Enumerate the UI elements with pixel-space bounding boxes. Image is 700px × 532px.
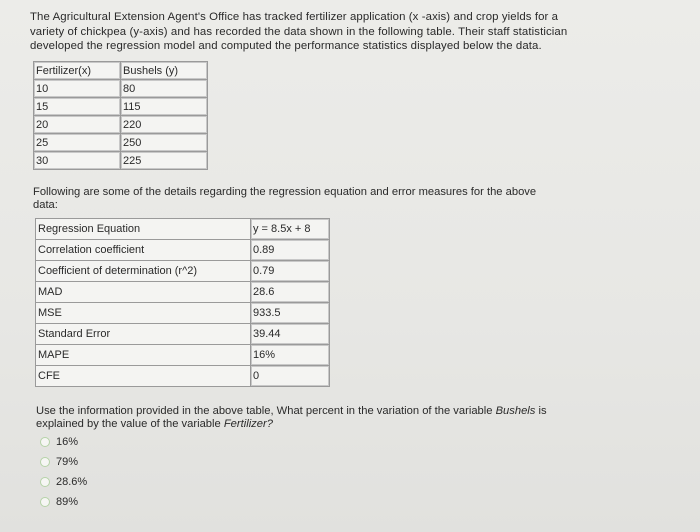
- metric-label: Correlation coefficient: [36, 240, 251, 261]
- question-text-part: explained by the value of the variable: [36, 418, 224, 430]
- table-row: [36, 324, 330, 345]
- question-line: [36, 405, 576, 418]
- answer-option[interactable]: [40, 432, 87, 452]
- question-text-part: is: [535, 405, 547, 417]
- details-line: data:: [33, 199, 58, 211]
- table-row: [36, 261, 330, 282]
- metric-value: 28.6: [251, 282, 330, 303]
- metric-label: MAD: [36, 282, 251, 303]
- table-header-row: [34, 62, 208, 80]
- fertilizer-cell: 25: [34, 134, 121, 152]
- question-text-part: Use the information provided in the above table, What percent in the variation of the variable: [36, 405, 496, 417]
- answer-option-label: 79%: [56, 456, 79, 468]
- answer-options: [40, 432, 87, 512]
- radio-button[interactable]: [40, 497, 50, 507]
- intro-line: The Agricultural Extension Agent's Office has tracked fertilizer application (x -axis) and crop yields for a: [30, 11, 559, 23]
- radio-button[interactable]: [40, 437, 50, 447]
- intro-line: variety of chickpea (y-axis) and has recorded the data shown in the following table. Their staff statistician: [30, 25, 568, 38]
- bushels-cell: 80: [121, 80, 208, 98]
- radio-button[interactable]: [40, 477, 50, 487]
- variable-fertilizer: Fertilizer?: [223, 418, 273, 430]
- bushels-cell: 115: [121, 98, 208, 116]
- table-row: [34, 134, 208, 152]
- metric-value: 933.5: [251, 303, 330, 324]
- metric-value: 16%: [251, 345, 330, 366]
- answer-option-label: 16%: [56, 436, 79, 448]
- header-fertilizer: Fertilizer(x): [34, 62, 121, 80]
- answer-option-label: 28.6%: [56, 476, 88, 488]
- answer-option-label: 89%: [56, 496, 79, 508]
- metric-value: y = 8.5x + 8: [251, 219, 330, 240]
- table-row: [34, 116, 208, 134]
- answer-option[interactable]: [40, 472, 87, 492]
- table-row: [34, 98, 208, 116]
- fertilizer-cell: 30: [34, 152, 121, 170]
- table-row: [36, 345, 330, 366]
- fertilizer-cell: 10: [34, 80, 121, 98]
- problem-intro: [30, 10, 590, 54]
- metric-label: Coefficient of determination (r^2): [36, 261, 251, 282]
- bushels-cell: 220: [121, 116, 208, 134]
- radio-button[interactable]: [40, 457, 50, 467]
- variable-bushels: Bushels: [495, 405, 536, 417]
- details-intro: [33, 186, 573, 212]
- header-bushels: Bushels (y): [121, 62, 208, 80]
- table-row: [34, 80, 208, 98]
- fertilizer-cell: 15: [34, 98, 121, 116]
- table-row: [36, 219, 330, 240]
- question-line: [36, 418, 576, 431]
- fertilizer-cell: 20: [34, 116, 121, 134]
- metric-label: CFE: [36, 366, 251, 387]
- table-row: [36, 366, 330, 387]
- bushels-cell: 225: [121, 152, 208, 170]
- metric-label: Regression Equation: [36, 219, 251, 240]
- metric-value: 0.79: [251, 261, 330, 282]
- metric-value: 39.44: [251, 324, 330, 345]
- table-row: [36, 303, 330, 324]
- regression-stats-table: [35, 218, 330, 387]
- metric-label: MAPE: [36, 345, 251, 366]
- table-row: [34, 152, 208, 170]
- metric-label: Standard Error: [36, 324, 251, 345]
- table-row: [36, 240, 330, 261]
- intro-line: developed the regression model and computed the performance statistics displayed below the data.: [30, 40, 542, 52]
- metric-value: 0: [251, 366, 330, 387]
- table-row: [36, 282, 330, 303]
- answer-option[interactable]: [40, 492, 87, 512]
- metric-value: 0.89: [251, 240, 330, 261]
- metric-label: MSE: [36, 303, 251, 324]
- answer-option[interactable]: [40, 452, 87, 472]
- details-line: Following are some of the details regarding the regression equation and error measures for the above: [33, 186, 537, 198]
- fertilizer-yield-table: [33, 61, 208, 170]
- bushels-cell: 250: [121, 134, 208, 152]
- question-text: [36, 405, 576, 431]
